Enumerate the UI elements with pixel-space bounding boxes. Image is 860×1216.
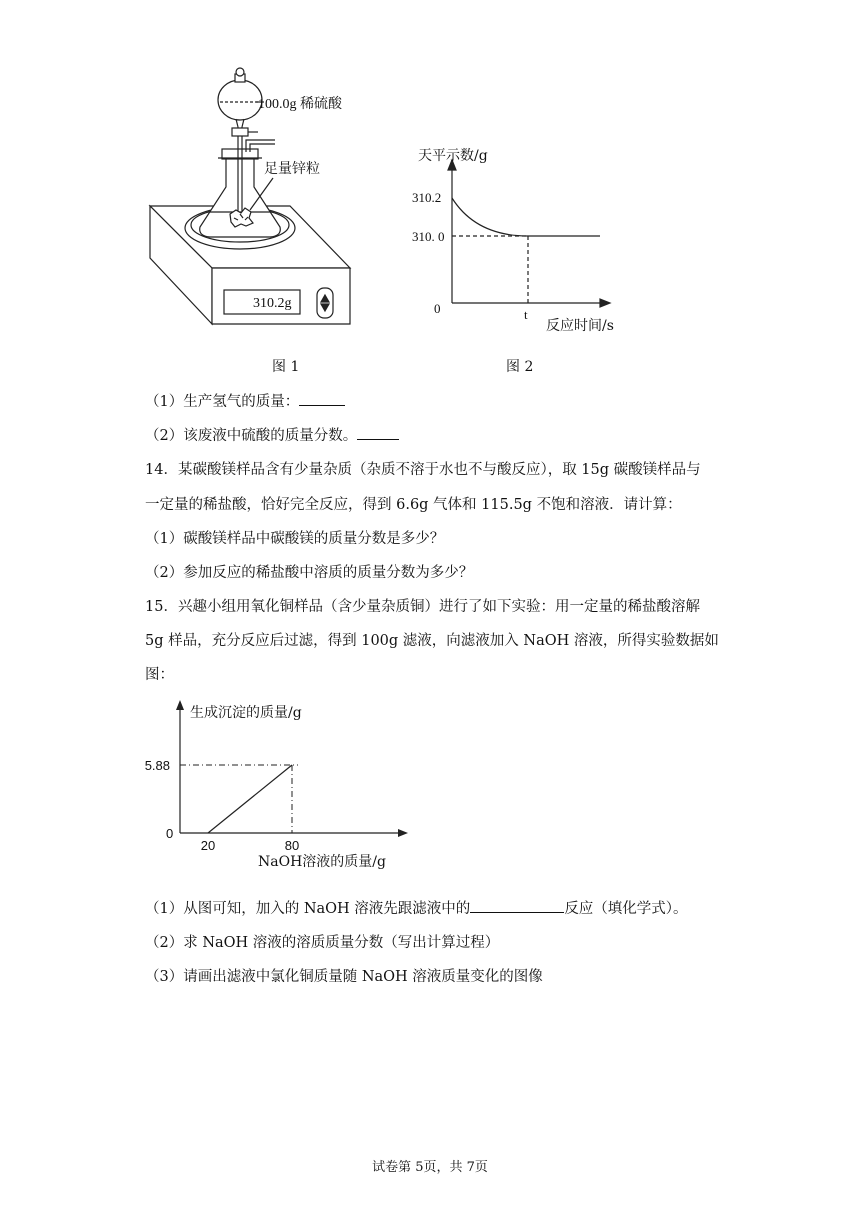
- figure1-caption: 图 1: [272, 359, 300, 375]
- q13-sub2-blank[interactable]: [357, 425, 399, 440]
- q14-line1: 14．某碳酸镁样品含有少量杂质（杂质不溶于水也不与酸反应），取 15g 碳酸镁样品与: [145, 462, 701, 478]
- q15-line3: 图：: [145, 667, 174, 683]
- q15-chart-xlabel: NaOH溶液的质量/g: [258, 854, 386, 870]
- q15-sub2: （2）求 NaOH 溶液的溶质质量分数（写出计算过程）: [145, 935, 500, 951]
- acid-label: 100.0g 稀硫酸: [258, 97, 342, 112]
- fig2-tick-310-2: 310.2: [412, 190, 442, 205]
- q15-line2: 5g 样品，充分反应后过滤，得到 100g 滤液，向滤液加入 NaOH 溶液，所得实验数据如: [145, 633, 719, 649]
- q14-sub1: （1）碳酸镁样品中碳酸镁的质量分数是多少？: [145, 531, 445, 547]
- y-axis-arrow: [176, 700, 184, 710]
- q14-sub2: （2）参加反应的稀盐酸中溶质的质量分数为多少？: [145, 565, 474, 581]
- q15-sub1: （1）从图可知，加入的 NaOH 溶液先跟滤液中的 反应（填化学式）。: [145, 897, 688, 918]
- fig2-x-label: 反应时间/s: [546, 318, 614, 334]
- tick-label-x: 80: [284, 838, 300, 853]
- fig2-tick-310-0: 310. 0: [412, 229, 445, 244]
- fig2-origin: 0: [434, 301, 441, 316]
- series-line: [208, 765, 292, 833]
- balance-reading: 310.2g: [253, 296, 292, 311]
- q13-sub1: （1）生产氢气的质量：: [145, 390, 345, 411]
- tick-label-origin: 0: [166, 826, 174, 841]
- tick-label-y: 5.88: [144, 758, 170, 773]
- q15-sub3: （3）请画出滤液中氯化铜质量随 NaOH 溶液质量变化的图像: [145, 969, 543, 985]
- fig2-tick-t: t: [524, 307, 528, 322]
- page-footer: 试卷第 5页，共 7页: [372, 1160, 488, 1175]
- fig2-y-label: 天平示数/g: [418, 148, 488, 164]
- q14-line2: 一定量的稀盐酸，恰好完全反应，得到 6.6g 气体和 115.5g 不饱和溶液．请计算：: [145, 497, 682, 513]
- tick-label-x: 20: [200, 838, 216, 853]
- q15-chart-ylabel: 生成沉淀的质量/g: [190, 705, 302, 721]
- q15-sub1-blank[interactable]: [470, 898, 564, 913]
- q15-line1: 15．兴趣小组用氧化铜样品（含少量杂质铜）进行了如下实验：用一定量的稀盐酸溶解: [145, 599, 700, 615]
- x-axis-arrow: [398, 829, 408, 837]
- figure2-caption: 图 2: [506, 359, 534, 375]
- q13-sub1-blank[interactable]: [299, 391, 345, 406]
- zinc-label: 足量锌粒: [264, 161, 320, 177]
- q13-sub2: （2）该废液中硫酸的质量分数。: [145, 424, 399, 445]
